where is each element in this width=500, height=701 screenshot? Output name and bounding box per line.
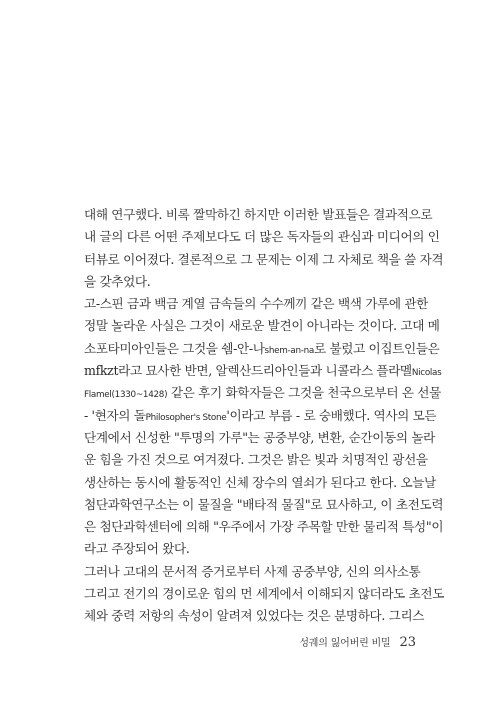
page-number: 23 <box>399 635 416 650</box>
body-text <box>84 204 445 628</box>
text-line: 생산하는 동시에 활동적인 신체 장수의 열쇠가 된다고 한다. 오늘날 <box>84 474 436 490</box>
text-segment: '이라고 부름 - 로 숭배했다. 역사의 모든 <box>226 407 437 423</box>
paragraph <box>84 293 444 561</box>
text-line: 내 글의 다른 어떤 주제보다도 더 많은 독자들의 관심과 미디어의 인 <box>84 229 440 245</box>
latin-annotation: Flamel(1330~1428) <box>84 390 168 401</box>
text-line: 라고 주장되어 왔다. <box>84 541 190 557</box>
text-line: 고-스핀 금과 백금 계열 금속들의 수수께끼 같은 백색 가루에 관한 <box>84 296 428 312</box>
text-line: 터뷰로 이어졌다. 결론적으로 그 문제는 이제 그 자체로 책을 쓸 자격 <box>84 251 444 267</box>
text-line: 정말 놀라운 사실은 그것이 새로운 발견이 아니라는 것이다. 고대 메 <box>84 318 440 334</box>
text-line: 대해 연구했다. 비록 짤막하긴 하지만 이러한 발표들은 결과적으로 <box>84 207 433 222</box>
text-line <box>84 382 441 404</box>
text-segment: 로 불렀고 이집트인들은 <box>313 340 440 356</box>
paragraph <box>84 204 444 293</box>
text-segment: mfkzt라고 묘사한 반면, 알렉산드리아인들과 니콜라스 플라멜 <box>84 363 412 379</box>
paragraph <box>84 561 445 628</box>
text-line <box>84 360 442 382</box>
text-line: 운 힘을 가진 것으로 여겨졌다. 그것은 밝은 빛과 치명적인 광선을 <box>84 452 428 468</box>
text-line <box>84 405 437 427</box>
latin-annotation: Philosopher's Stone <box>145 412 227 423</box>
text-line: 체와 중력 저항의 속성이 알려져 있었다는 것은 분명하다. 그리스 <box>84 608 425 624</box>
text-line: 을 갖추었다. <box>84 273 151 289</box>
text-segment: 소포타미아인들은 그것을 쉠-안-나 <box>84 340 265 356</box>
text-line: 단계에서 신성한 "투명의 가루"는 공중부양, 변환, 순간이동의 놀라 <box>84 429 435 445</box>
text-segment: 같은 후기 화학자들은 그것을 천국으로부터 온 선물 <box>167 385 441 401</box>
text-line: 첨단과학연구소는 이 물질을 "배타적 물질"로 묘사하고, 이 초전도력 <box>84 496 444 512</box>
running-title: 성궤의 잃어버린 비밀 <box>299 638 391 649</box>
text-line: 그러나 고대의 문서적 증거로부터 사제 공중부양, 신의 의사소통 <box>84 563 421 579</box>
latin-annotation: shem-an-na <box>264 345 314 356</box>
text-segment: - '현자의 돌 <box>84 407 146 423</box>
text-line <box>84 338 440 360</box>
page-footer <box>299 634 416 650</box>
text-line: 은 첨단과학센터에 의해 "우주에서 가장 주목할 만한 물리적 특성"이 <box>84 519 444 535</box>
text-line: 그리고 전기의 경이로운 힘의 먼 세계에서 이해되지 않더라도 초전도 <box>84 586 445 602</box>
latin-annotation: Nicolas <box>411 368 442 379</box>
